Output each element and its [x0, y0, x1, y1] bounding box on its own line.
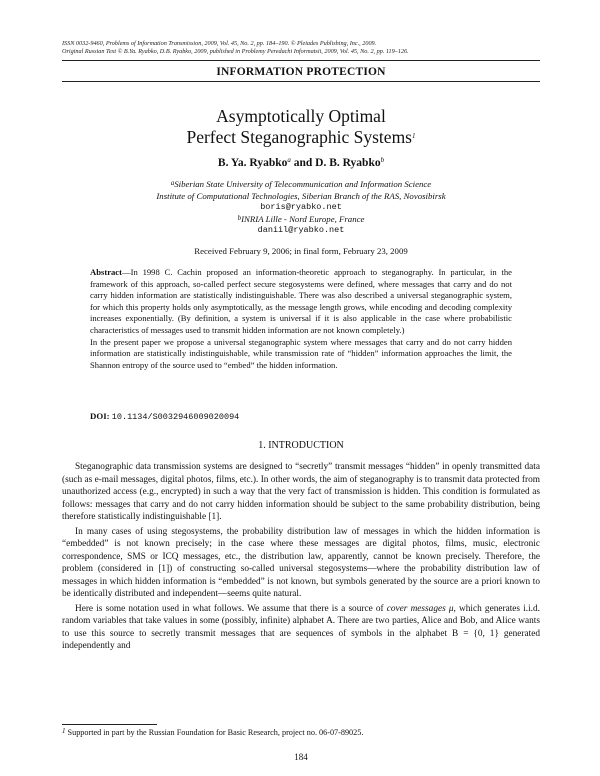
affiliations: [62, 179, 540, 237]
abstract-para-1: Abstract—In 1998 C. Cachin proposed an information-theoretic approach to steganography. In particular, in the framework of this approach, so-called perfect secure stegosystems were defined, where messages that carry and do not carry hidden information are statistically indistinguishable. There was also described a universal steganographic system, for which this property holds only asymptotically, as the message length grows, while encoding and decoding complexity increases exponentially. (By definition, a system is universal if it is also applicable in the case where probabilistic characteristics of messages used to transmit hidden information are not known completely.): [90, 267, 512, 335]
email-b: daniil@ryabko.net: [257, 225, 345, 235]
doi: DOI: 10.1134/S0032946009020094: [90, 411, 240, 422]
authors: B. Ya. Ryabko$^a$ and D. B. Ryabko$^b$: [217, 156, 385, 169]
doi-value: 10.1134/S0032946009020094: [111, 412, 240, 422]
journal-header: [62, 40, 542, 56]
footnote-rule: [62, 724, 157, 725]
page-number: 184: [294, 752, 308, 762]
title-line-2: Perfect Steganographic Systems$^1$: [186, 127, 416, 147]
header-rule-bottom: [62, 81, 540, 82]
header-rule-top: [62, 60, 540, 61]
header-line-1: ISSN 0032-9460, Problems of Information Transmission, 2009, Vol. 45, No. 2, pp. 184–190. © Pleiades Publishing, Inc., 2009.: [62, 40, 377, 47]
title-line-1: Asymptotically Optimal: [216, 106, 386, 126]
footnote: $^1$ Supported in part by the Russian Foundation for Basic Research, project no. 06-07-89025.: [62, 727, 364, 737]
paper-title: [62, 106, 540, 148]
body-para-2: In many cases of using stegosystems, the probability distribution law of messages in which the hidden information is “embedded” is not known precisely; in the case where these messages are digital photos, films, music, electronic correspondence, SMS or ICQ messages, etc., the distribution law, apparently, cannot be known precisely. Therefore, the problem (considered in [1]) of constructing so-called universal stegosystems—where the probability distribution law of messages in which hidden information is “embedded” is not known, but symbols generated by the source are a priori known to be identically distributed and independent—seems quite natural.: [62, 526, 540, 599]
abstract-para-2: In the present paper we propose a universal steganographic system where messages that carry and do not carry hidden information are statistically indistinguishable, while transmission rate of “hidden” information approaches the limit, the Shannon entropy of the source used to “embed” the hidden information.: [90, 336, 512, 370]
author-1: B. Ya. Ryabko: [217, 157, 288, 169]
affiliation-a-line-2: Institute of Computational Technologies, Siberian Branch of the RAS, Novosibirsk: [156, 190, 446, 201]
author-2: D. B. Ryabko: [315, 157, 381, 169]
affiliation-a: $^a$Siberian State University of Telecommunication and Information Science: [170, 179, 432, 189]
affiliation-b: $^b$INRIA Lille - Nord Europe, France: [237, 213, 365, 224]
body-para-1: Steganographic data transmission systems are designed to “secretly” transmit messages “hidden” in openly transmitted data (such as e-mail messages, digital photos, films, etc.). In other words, the aim of steganography is to transmit data protected from unauthorized access (e.g., encrypted) in such a way that the very fact of transmission is hidden. This condition is formulated as follows: messages that carry and do not carry hidden information should be subject to the same probability distribution, being therefore statistically indistinguishable [1].: [62, 462, 540, 522]
section-label: INFORMATION PROTECTION: [216, 66, 386, 78]
header-line-2: Original Russian Text © B.Ya. Ryabko, D.B. Ryabko, 2009, published in Problemy Peredachi Informatsii, 2009, Vol. 45, No. 2, pp. 119–126.: [62, 48, 409, 55]
email-a: boris@ryabko.net: [260, 202, 342, 212]
body-text: [62, 461, 540, 655]
section-heading-introduction: 1. INTRODUCTION: [258, 440, 344, 451]
abstract: [90, 267, 512, 371]
received-dates: Received February 9, 2006; in final form, February 23, 2009: [194, 246, 408, 256]
body-para-3: Here is some notation used in what follows. We assume that there is a source of cover messages μ, which generates i.i.d. random variables that take values in some (possibly, infinite) alphabet A. There are two parties, Alice and Bob, and Alice wants to use this source to secretly transmit messages that are sequences of symbols in the alphabet B = {0, 1} generated independently and: [62, 603, 540, 651]
title-footnote-mark: 1: [412, 132, 416, 140]
